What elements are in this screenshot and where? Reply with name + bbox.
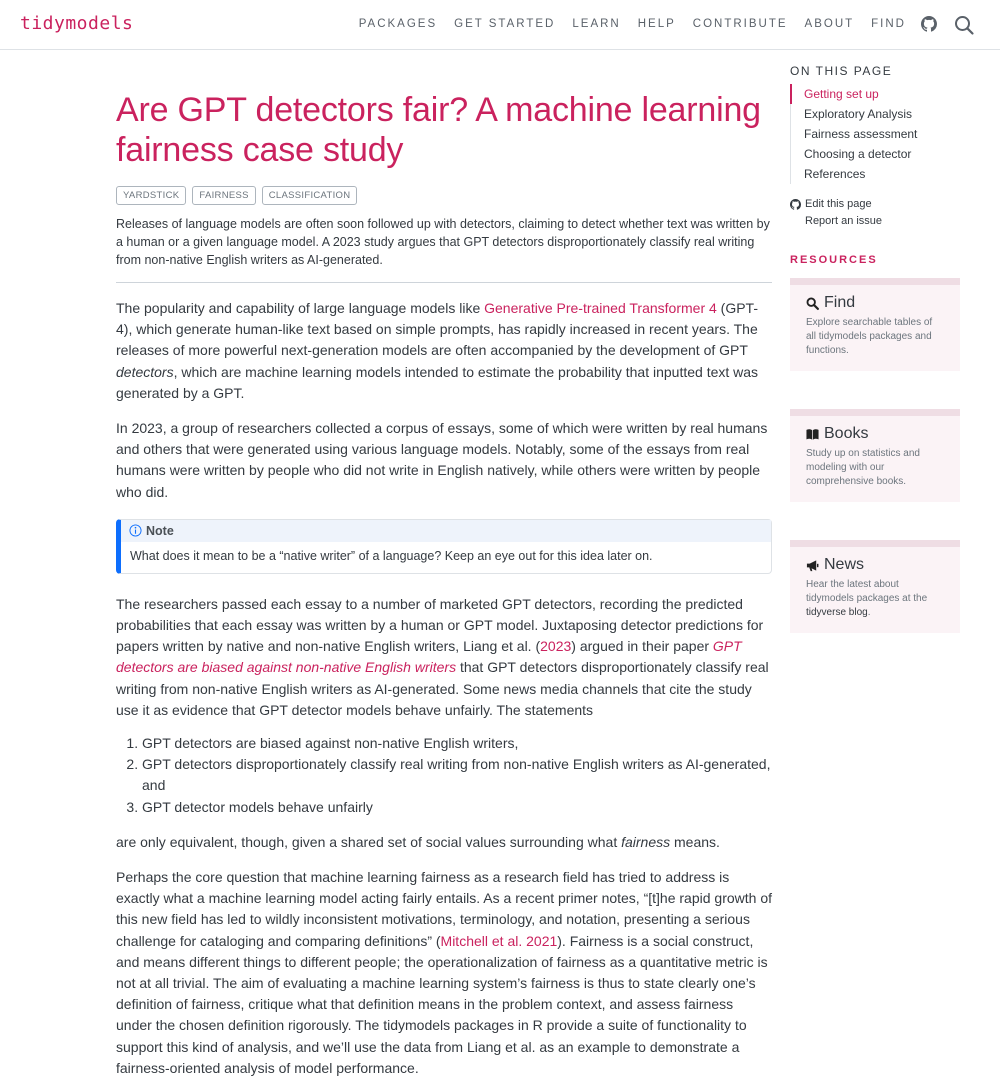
news-card-title xyxy=(806,556,944,574)
text: means. xyxy=(670,833,720,850)
paragraph-5 xyxy=(116,867,772,1079)
toc-item-choosing-a-detector[interactable]: Choosing a detector xyxy=(804,147,912,161)
books-title-text: Books xyxy=(824,425,869,442)
nav-help[interactable]: HELP xyxy=(637,18,676,30)
nav-about[interactable]: ABOUT xyxy=(804,18,855,30)
find-title-text: Find xyxy=(824,294,856,311)
page-title: Are GPT detectors fair? A machine learning fairness case study xyxy=(116,91,761,169)
note-body: What does it mean to be a “native writer” of a language? Keep an eye out for this idea later on. xyxy=(130,548,653,563)
books-card[interactable] xyxy=(790,409,960,502)
tag-list xyxy=(116,186,772,205)
magnifier-icon xyxy=(806,297,819,310)
text: ) argued in their paper xyxy=(571,638,713,655)
news-card[interactable] xyxy=(790,540,960,633)
find-card-title xyxy=(806,294,944,312)
emphasis: detectors xyxy=(116,363,174,380)
text: are only equivalent, though, given a shared set of social values surrounding what xyxy=(116,833,622,850)
books-card-text: Study up on statistics and modeling with our comprehensive books. xyxy=(806,448,920,487)
news-card-text xyxy=(806,578,944,620)
text: Perhaps the core question that machine learning fairness as a research field has tried to address is exactly what a machine learning model acting fairly entails. As a recent primer notes, “[t]he rapid growth of this new field has led to wildly inconsistent motivations, terminology, and notation, presenting a serious challenge for cataloging and comparing definitions” ( xyxy=(116,869,772,949)
paragraph-3 xyxy=(116,594,772,721)
paragraph-4 xyxy=(116,832,772,853)
edit-page-label: Edit this page xyxy=(805,198,872,210)
text: The popularity and capability of large language models like xyxy=(116,300,485,316)
megaphone-icon xyxy=(806,559,819,572)
gpt4-link[interactable]: Generative Pre-trained Transformer 4 xyxy=(484,300,717,316)
brand-logo[interactable]: tidymodels xyxy=(20,13,134,34)
text: The researchers passed each essay to a number of marketed GPT detectors, recording the predicted probabilities that each essay was written by a human or GPT model. Juxtaposing detector predictions for papers written by native and non-native English writers, Liang et al. ( xyxy=(116,595,764,655)
nav-links xyxy=(342,18,906,30)
search-icon[interactable] xyxy=(954,15,974,35)
text: ). Fairness is a social construct, and means different things to different people; the operationalization of fairness as a quantitative metric is not at all trivial. The aim of evaluating a machine learning system’s fairness is thus to state clearly one’s definition of fairness, critique what that definition means in the problem context, and assess fairness under the chosen definition rigorously. The tidymodels packages in R provide a suite of functionality to support this kind of analysis, and we’ll use the data from Liang et al. as an example to demonstrate a fairness-oriented analysis of model performance. xyxy=(116,932,768,1076)
nav-learn[interactable]: LEARN xyxy=(572,18,621,30)
text: (GPT-4), which generate human-like text based on simple prompts, has rapidly increased in recent years. The releases of more powerful next-generation models are often accompanied by the development of GPT xyxy=(116,300,759,359)
edit-page-link[interactable] xyxy=(790,196,960,213)
tidyverse-blog-link[interactable]: tidyverse blog xyxy=(806,607,868,618)
find-card-text: Explore searchable tables of all tidymodels packages and functions. xyxy=(806,317,933,356)
text: , which are machine learning models intended to estimate the probability that inputted text was generated by a GPT. xyxy=(116,363,759,401)
note-callout xyxy=(116,519,772,574)
list-item: 3. GPT detector models behave unfairly xyxy=(142,797,772,818)
article-description: Releases of language models are often soon followed up with detectors, claiming to detect whether text was written by a human or a given language model. A 2023 study argues that GPT detectors disproportionately classify real writing from non-native English writers as AI-generated. xyxy=(116,215,772,283)
paper-title: GPT detectors are biased against non-native English writers xyxy=(116,638,742,676)
find-card[interactable] xyxy=(790,278,960,371)
news-title-text: News xyxy=(824,556,865,573)
emphasis: fairness xyxy=(621,833,671,850)
list-item: 2. GPT detectors disproportionately classify real writing from non-native English writers as AI-generated, and xyxy=(142,754,772,796)
paragraph-1 xyxy=(116,298,772,404)
github-icon[interactable] xyxy=(921,16,937,32)
statement-list xyxy=(116,733,772,818)
books-card-title xyxy=(806,425,944,443)
nav-packages[interactable]: PACKAGES xyxy=(358,18,438,30)
toc-title: ON THIS PAGE xyxy=(790,64,893,78)
note-header xyxy=(121,520,771,542)
report-issue-link[interactable]: Report an issue xyxy=(805,215,883,227)
note-title: Note xyxy=(146,523,174,538)
info-icon xyxy=(129,524,142,537)
tag-classification[interactable]: CLASSIFICATION xyxy=(262,186,358,205)
book-icon xyxy=(806,428,819,441)
nav-find[interactable]: FIND xyxy=(871,18,906,30)
text: . xyxy=(867,607,871,618)
toc-item-exploratory-analysis[interactable]: Exploratory Analysis xyxy=(804,107,913,121)
list-item: 1. GPT detectors are biased against non-native English writers, xyxy=(142,733,772,754)
paragraph-2: In 2023, a group of researchers collected a corpus of essays, some of which were written by real humans and others that were generated using various language models. Notably, some of the essays from real humans were written by people who did not write in English natively, while others were written by people who did. xyxy=(116,420,768,500)
toc-item-getting-set-up[interactable]: Getting set up xyxy=(790,84,960,104)
right-sidebar xyxy=(790,64,960,633)
tag-fairness[interactable]: FAIRNESS xyxy=(192,186,255,205)
tag-yardstick[interactable]: YARDSTICK xyxy=(116,186,186,205)
nav-contribute[interactable]: CONTRIBUTE xyxy=(692,18,788,30)
toc-list xyxy=(790,84,960,184)
resources-title: RESOURCES xyxy=(790,254,878,266)
top-navbar xyxy=(0,0,1000,50)
toc-item-references[interactable]: References xyxy=(804,167,866,181)
github-icon xyxy=(790,199,801,210)
mitchell-citation-link[interactable]: Mitchell et al. 2021 xyxy=(440,932,558,949)
toc-item-fairness-assessment[interactable]: Fairness assessment xyxy=(804,127,918,141)
citation-2023-link[interactable]: 2023 xyxy=(540,638,572,655)
text: that GPT detectors disproportionately classify real writing from non-native English writers as AI-generated. Some news media channels that cite the study use it as evidence that GPT detector models behave unfairly. The statements xyxy=(116,659,769,718)
nav-get-started[interactable]: GET STARTED xyxy=(454,18,556,30)
text: Hear the latest about tidymodels packages at the xyxy=(806,579,928,604)
article xyxy=(116,50,772,1079)
